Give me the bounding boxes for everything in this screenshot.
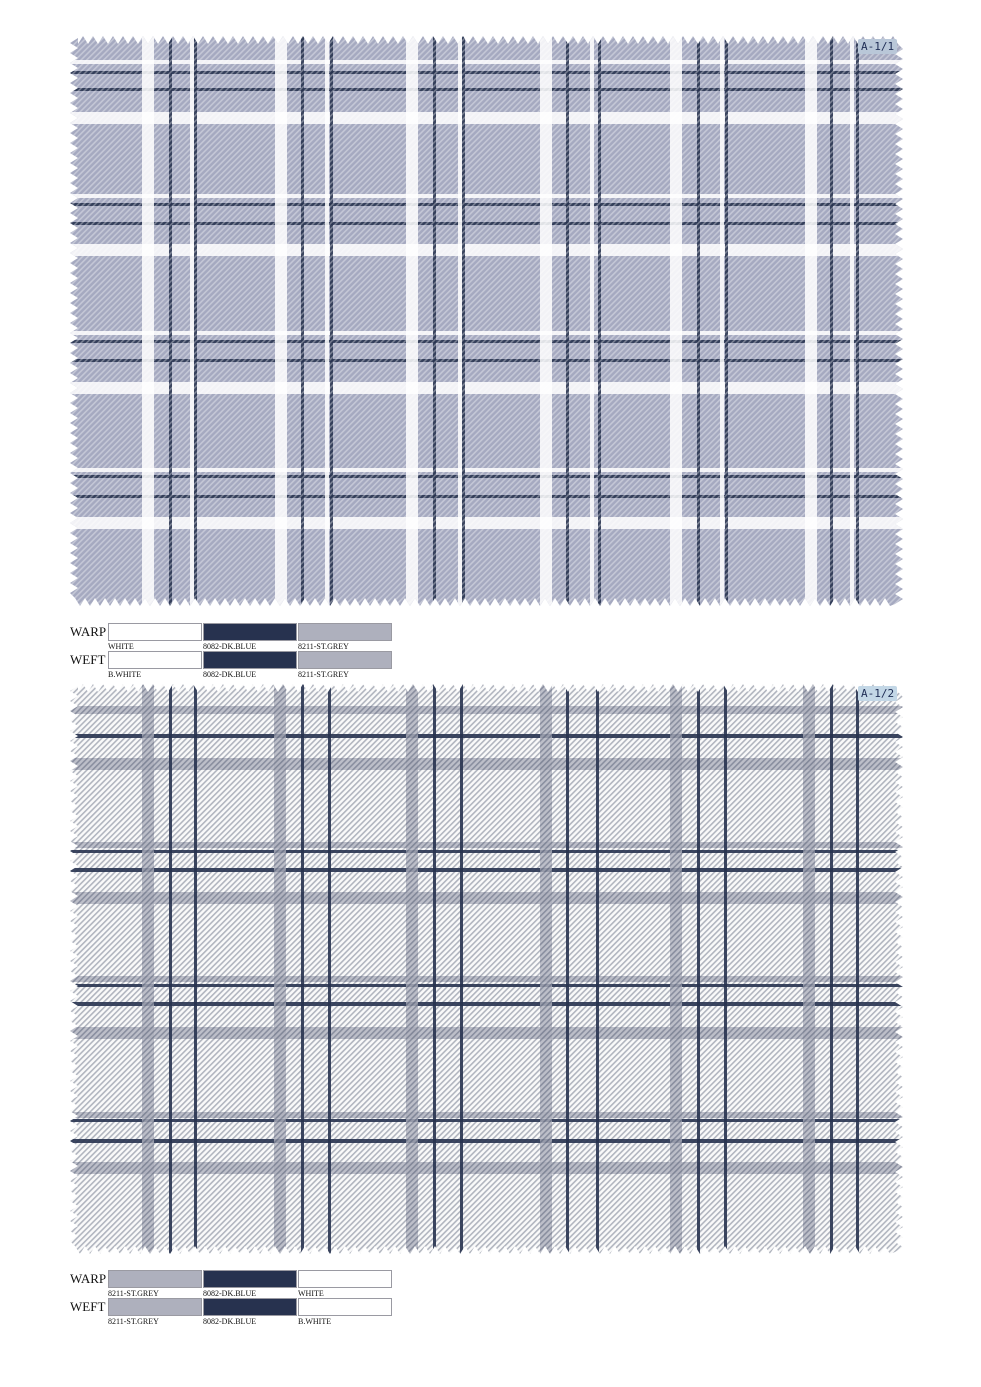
weft-yarn-chip bbox=[203, 1298, 297, 1316]
weft-yarn-chip bbox=[298, 651, 392, 669]
warp-yarn-name: WHITE bbox=[108, 642, 134, 651]
weft-yarn-chip bbox=[108, 1298, 202, 1316]
weft-yarn-name: 8211-ST.GREY bbox=[298, 670, 349, 679]
weft-label: WEFT bbox=[70, 652, 106, 667]
warp-row bbox=[70, 621, 400, 649]
warp-label: WARP bbox=[70, 1271, 107, 1286]
yarn-legend-a-1-1 bbox=[70, 621, 400, 677]
weft-yarn-chip bbox=[298, 1298, 392, 1316]
weft-row bbox=[70, 1296, 400, 1324]
warp-yarn-name: 8211-ST.GREY bbox=[108, 1289, 159, 1298]
twill-texture bbox=[70, 684, 903, 1254]
weft-yarn-name: B.WHITE bbox=[108, 670, 142, 679]
warp-yarn-chip bbox=[203, 623, 297, 641]
twill-texture bbox=[70, 36, 903, 606]
warp-yarn-name: 8211-ST.GREY bbox=[298, 642, 349, 651]
weft-label: WEFT bbox=[70, 1299, 106, 1314]
weft-row bbox=[70, 649, 400, 677]
weft-yarn-name: B.WHITE bbox=[298, 1317, 332, 1326]
fabric-swatch-a-1-1 bbox=[70, 36, 903, 606]
weft-yarn-name: 8082-DK.BLUE bbox=[203, 1317, 257, 1326]
warp-yarn-chip bbox=[108, 623, 202, 641]
warp-yarn-chip bbox=[298, 1270, 392, 1288]
weft-yarn-name: 8211-ST.GREY bbox=[108, 1317, 159, 1326]
warp-yarn-chip bbox=[203, 1270, 297, 1288]
warp-label: WARP bbox=[70, 624, 107, 639]
warp-yarn-name: 8082-DK.BLUE bbox=[203, 1289, 257, 1298]
warp-yarn-chip bbox=[298, 623, 392, 641]
swatch-tag: A-1/2 bbox=[858, 686, 897, 701]
fabric-swatch-a-1-2 bbox=[70, 684, 903, 1254]
weft-yarn-chip bbox=[203, 651, 297, 669]
weft-yarn-chip bbox=[108, 651, 202, 669]
swatch-tag: A-1/1 bbox=[858, 39, 897, 54]
warp-yarn-name: 8082-DK.BLUE bbox=[203, 642, 257, 651]
warp-yarn-chip bbox=[108, 1270, 202, 1288]
warp-row bbox=[70, 1268, 400, 1296]
weft-yarn-name: 8082-DK.BLUE bbox=[203, 670, 257, 679]
yarn-legend-a-1-2 bbox=[70, 1268, 400, 1324]
warp-yarn-name: WHITE bbox=[298, 1289, 324, 1298]
